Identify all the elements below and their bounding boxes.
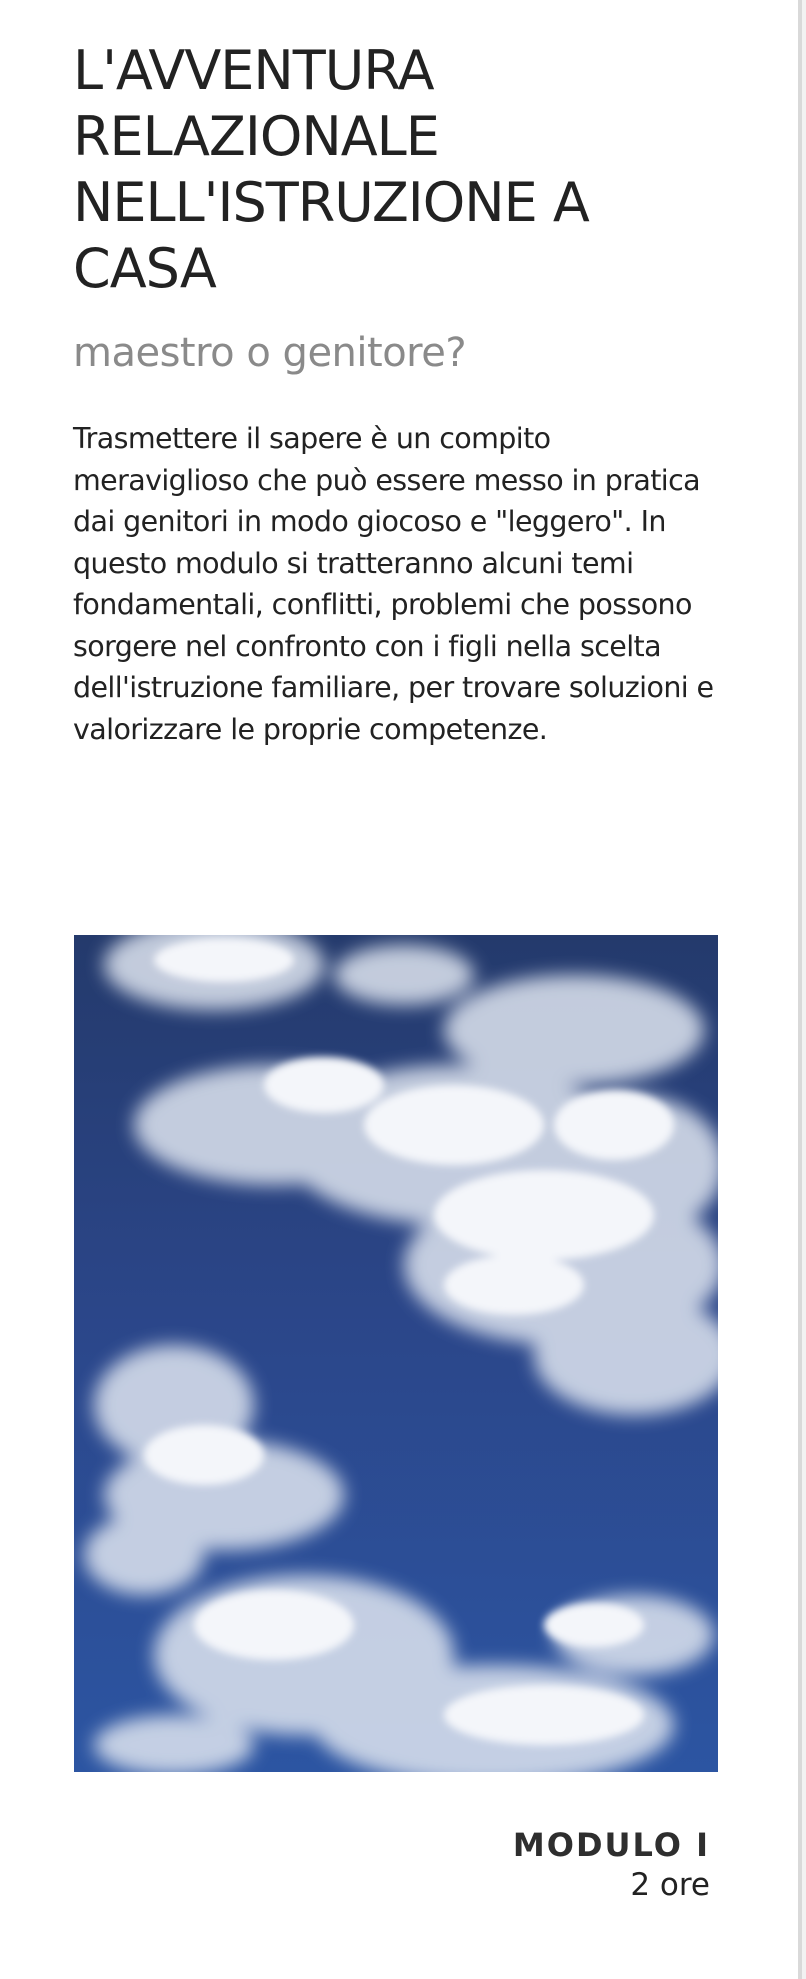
module-duration: 2 ore [630, 1867, 710, 1903]
page-subtitle: maestro o genitore? [73, 330, 467, 376]
page-title: L'AVVENTURA RELAZIONALE NELL'ISTRUZIONE A CASA [73, 39, 589, 300]
intro-paragraph: Trasmettere il sapere è un compito meraviglioso che può essere messo in pratica dai genitori in modo giocoso e "leggero". In questo modulo si tratteranno alcuni temi fondamentali, conflitti, problemi che possono sorgere nel confronto con i figli nella scelta dell'istruzione familiare, per trovare soluzioni e valorizzare le proprie competenze. [73, 422, 714, 746]
page-edge-shadow [802, 0, 806, 1979]
module-title: MODULO I [512, 1826, 710, 1864]
sky-clouds-illustration [74, 935, 718, 1772]
sky-photo [74, 935, 718, 1772]
